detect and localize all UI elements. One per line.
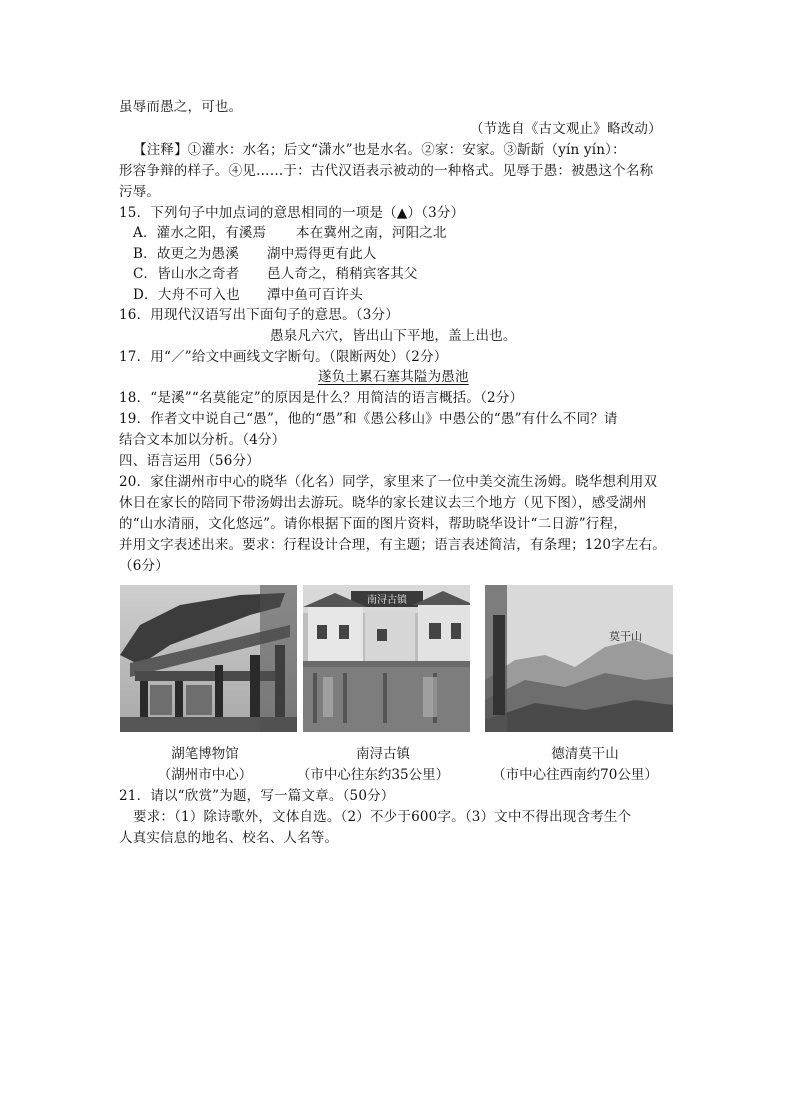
photo-nanxun-town: [303, 585, 470, 732]
q15-option-a: A．灌水之阳，有溪焉: [133, 225, 267, 241]
photo-moganshan: [485, 585, 673, 732]
q15-option-c: C．皆山水之奇者: [133, 266, 240, 282]
q20-line-1: 20．家住湖州市中心的晓华（化名）同学，家里来了一位中美交流生汤姆。晓华想利用双: [119, 474, 658, 490]
q20-line-2: 休日在家长的陪同下带汤姆出去游玩。晓华的家长建议去三个地方（见下图），感受湖州: [119, 495, 647, 511]
q15-option-b: B．故更之为愚溪: [133, 246, 240, 262]
notes-line-1: 【注释】①灌水：水名；后文“潇水”也是水名。②家：安家。③龂龂（yín yín）：: [133, 142, 626, 158]
q17-stem: 17．用“／”给文中画线文字断句。（限断两处）（2分）: [119, 349, 448, 365]
notes-line-3: 污辱。: [119, 184, 161, 200]
q17-underlined-sentence: 遂负土累石塞其隘为愚池: [318, 369, 469, 385]
q20-line-5: （6分）: [119, 558, 169, 574]
passage-tail-line: 虽辱而愚之，可也。: [119, 99, 243, 115]
q15-option-b-pair: 湖中焉得更有此人: [267, 246, 377, 262]
notes-line-2: 形容争辩的样子。④见……于：古代汉语表示被动的一种格式。见辱于愚：被愚这个名称: [119, 163, 654, 179]
q20-line-4: 并用文字表述出来。要求：行程设计合理，有主题；语言表述简洁，有条理；120字左右。: [119, 537, 666, 553]
q19-line-2: 结合文本加以分析。（4分）: [119, 432, 286, 448]
q15-option-a-pair: 本在冀州之南，河阳之北: [296, 225, 447, 241]
q19-line-1: 19．作者文中说自己“愚”，他的“愚”和《愚公移山》中愚公的“愚”有什么不同？请: [119, 411, 618, 427]
q15-option-d: D．大舟不可入也: [133, 287, 240, 303]
caption-location-1: （湖州市中心）: [157, 767, 253, 783]
photo-brush-museum: [120, 585, 297, 732]
q20-line-3: 的“山水清丽，文化悠远”。请你根据下面的图片资料，帮助晓华设计“二日游”行程，: [119, 516, 627, 532]
caption-name-1: 湖笔博物馆: [171, 746, 239, 762]
q18-stem: 18．“是溪”“名莫能定”的原因是什么？用简洁的语言概括。（2分）: [119, 390, 524, 406]
q16-sentence: 愚泉凡六穴，皆出山下平地，盖上出也。: [270, 328, 517, 344]
q21-requirement-line-1: 要求：（1）除诗歌外，文体自选。（2）不少于600字。（3）文中不得出现含考生个: [133, 809, 632, 825]
q15-option-d-pair: 潭中鱼可百许头: [267, 287, 363, 303]
passage-source: （节选自《古文观止》略改动）: [470, 121, 662, 137]
caption-location-3: （市中心往西南约70公里）: [492, 767, 658, 783]
q16-stem: 16．用现代汉语写出下面句子的意思。（3分）: [119, 307, 399, 323]
moganshan-sign-text: 莫干山: [609, 630, 642, 643]
caption-name-3: 德清莫干山: [551, 746, 619, 762]
q15-stem: 15．下列句子中加点词的意思相同的一项是（▲）（3分）: [119, 205, 465, 221]
caption-name-2: 南浔古镇: [356, 746, 410, 762]
q21-stem: 21．请以“欣赏”为题，写一篇文章。（50分）: [119, 788, 395, 804]
caption-location-2: （市中心往东约35公里）: [296, 767, 450, 783]
q15-option-c-pair: 邑人奇之，稍稍宾客其父: [267, 266, 418, 282]
q21-requirement-line-2: 人真实信息的地名、校名、人名等。: [119, 830, 339, 846]
section-heading: 四、语言运用（56分）: [119, 453, 260, 469]
nanxun-sign-text: 南浔古镇: [367, 595, 407, 606]
